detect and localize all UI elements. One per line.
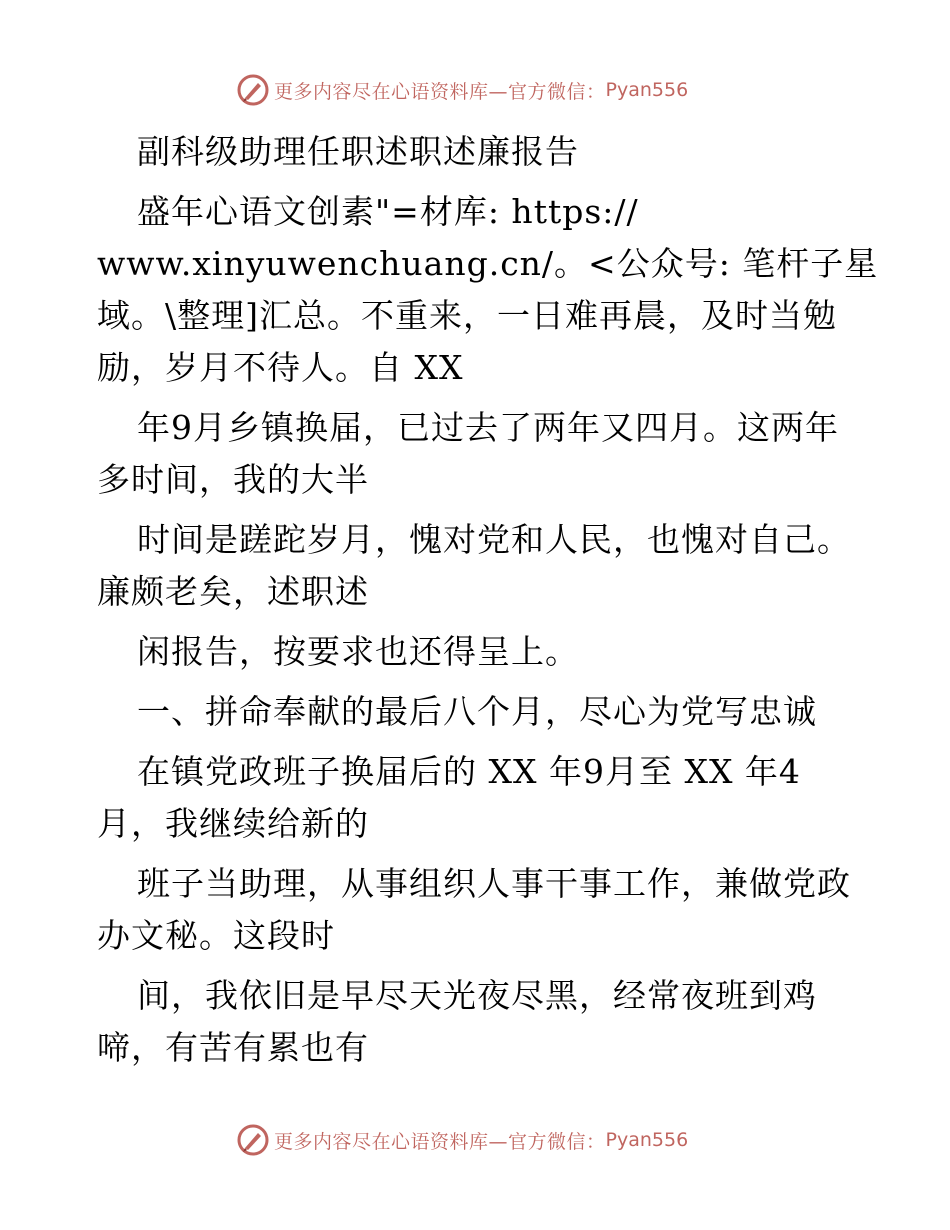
text-line: 盛年心语文创素"=材库: https://	[137, 192, 639, 231]
text-line: 办文秘。这段时	[97, 916, 335, 955]
watermark-wechat-id: Pyan556	[605, 79, 689, 101]
header-watermark	[236, 72, 688, 108]
footer-watermark	[236, 1122, 688, 1158]
watermark-text: 更多内容尽在心语资料库—官方微信：	[274, 80, 606, 103]
text-line: 间，我依旧是早尽天光夜尽黑，经常夜班到鸡	[137, 976, 817, 1015]
text-line: 域。\整理]汇总。不重来，一日难再晨，及时当勉	[97, 296, 837, 335]
text-line: 年9月乡镇换届，已过去了两年又四月。这两年	[137, 408, 839, 447]
watermark-wechat-id: Pyan556	[605, 1129, 689, 1151]
pen-logo-icon	[236, 1123, 270, 1157]
text-line: www.xinyuwenchuang.cn/。<公众号: 笔杆子星	[97, 244, 879, 283]
section-heading: 一、拼命奉献的最后八个月，尽心为党写忠诚	[137, 692, 817, 731]
text-line: 班子当助理，从事组织人事干事工作，兼做党政	[137, 864, 851, 903]
document-body	[97, 126, 877, 1074]
text-line: 闲报告，按要求也还得呈上。	[137, 632, 579, 671]
document-title: 副科级助理任职述职述廉报告	[137, 132, 579, 171]
text-line: 廉颇老矣，述职述	[97, 572, 369, 611]
text-line: 月，我继续给新的	[97, 804, 369, 843]
pen-logo-icon	[236, 73, 270, 107]
watermark-text: 更多内容尽在心语资料库—官方微信：	[274, 1130, 606, 1153]
text-line: 啼，有苦有累也有	[97, 1028, 369, 1067]
text-line: 励，岁月不待人。自 XX	[97, 348, 464, 387]
text-line: 多时间，我的大半	[97, 460, 369, 499]
text-line: 时间是蹉跎岁月，愧对党和人民，也愧对自己。	[137, 520, 851, 559]
text-line: 在镇党政班子换届后的 XX 年9月至 XX 年4	[137, 752, 801, 791]
